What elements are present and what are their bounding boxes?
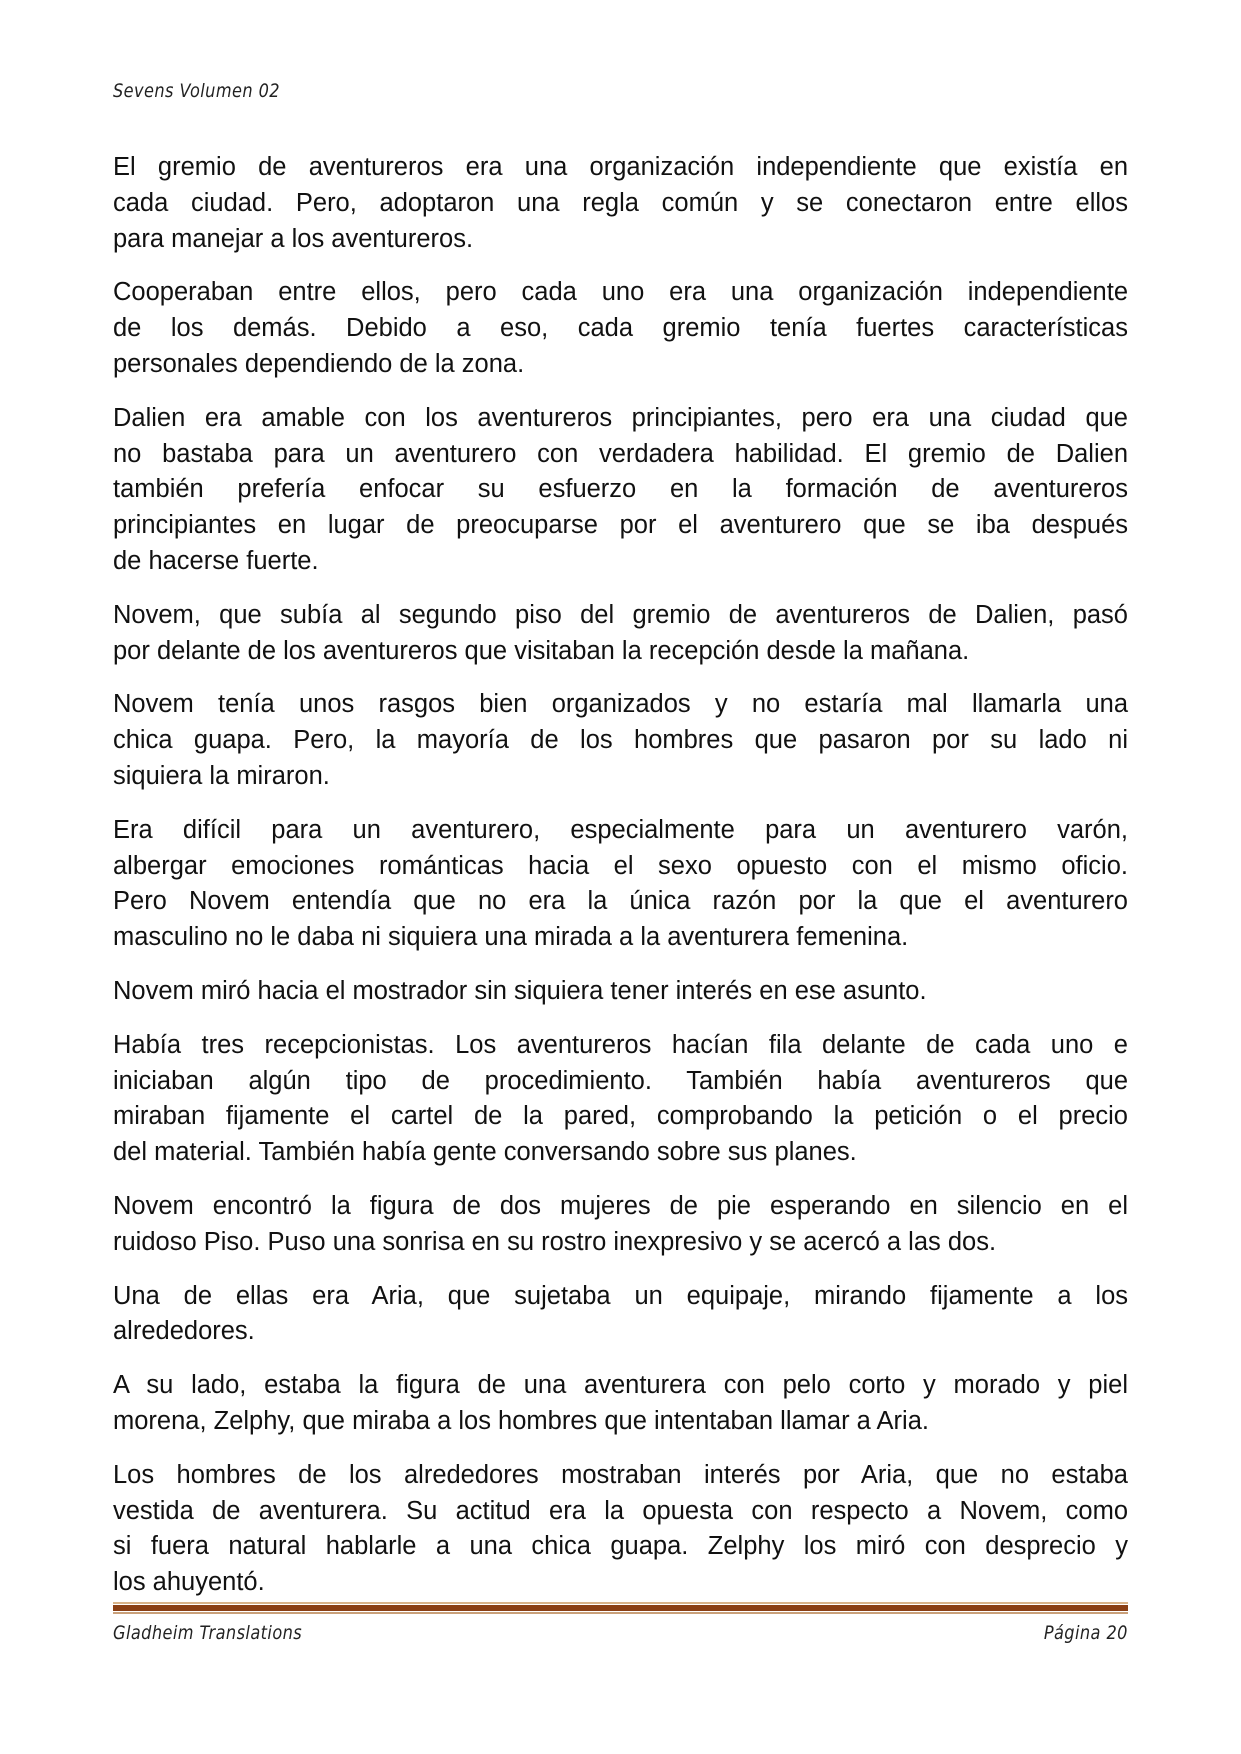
text-line: Era difícil para un aventurero, especialmente para un aventurero varón, xyxy=(113,815,1128,844)
rule-thin-top xyxy=(113,1602,1128,1604)
running-header: Sevens Volumen 02 xyxy=(113,80,280,102)
text-line: vestida de aventurera. Su actitud era la opuesta con respecto a Novem, como xyxy=(113,1496,1128,1525)
paragraph xyxy=(113,1279,1128,1351)
text-line: iniciaban algún tipo de procedimiento. También había aventureros que xyxy=(113,1066,1128,1095)
paragraph xyxy=(113,401,1128,580)
text-line: no bastaba para un aventurero con verdadera habilidad. El gremio de Dalien xyxy=(113,439,1128,468)
paragraph xyxy=(113,687,1128,794)
text-line: alrededores. xyxy=(113,1317,255,1346)
text-line: cada ciudad. Pero, adoptaron una regla común y se conectaron entre ellos xyxy=(113,188,1128,217)
footer-rule xyxy=(113,1602,1128,1614)
paragraph xyxy=(113,1028,1128,1171)
text-line: ruidoso Piso. Puso una sonrisa en su rostro inexpresivo y se acercó a las dos. xyxy=(113,1227,997,1256)
text-line: albergar emociones románticas hacia el sexo opuesto con el mismo oficio. xyxy=(113,851,1128,880)
text-line: si fuera natural hablarle a una chica guapa. Zelphy los miró con desprecio y xyxy=(113,1532,1128,1561)
text-line: de los demás. Debido a eso, cada gremio tenía fuertes características xyxy=(113,314,1128,343)
text-line: también prefería enfocar su esfuerzo en la formación de aventureros xyxy=(113,475,1128,504)
page-number: Página 20 xyxy=(1043,1622,1128,1644)
text-line: A su lado, estaba la figura de una aventurera con pelo corto y morado y piel xyxy=(113,1371,1128,1400)
text-line: por delante de los aventureros que visitaban la recepción desde la mañana. xyxy=(113,636,970,665)
paragraph xyxy=(113,1458,1128,1601)
text-line: Había tres recepcionistas. Los aventureros hacían fila delante de cada uno e xyxy=(113,1030,1128,1059)
paragraph xyxy=(113,598,1128,670)
text-line: morena, Zelphy, que miraba a los hombres que intentaban llamar a Aria. xyxy=(113,1406,929,1435)
text-line: chica guapa. Pero, la mayoría de los hombres que pasaron por su lado ni xyxy=(113,726,1128,755)
paragraph xyxy=(113,1189,1128,1261)
rule-thin-bottom xyxy=(113,1612,1128,1614)
text-line: Los hombres de los alrededores mostraban interés por Aria, que no estaba xyxy=(113,1460,1128,1489)
paragraph xyxy=(113,1368,1128,1440)
text-line: miraban fijamente el cartel de la pared, comprobando la petición o el precio xyxy=(113,1102,1128,1131)
text-line: Una de ellas era Aria, que sujetaba un equipaje, mirando fijamente a los xyxy=(113,1281,1128,1310)
text-line: Novem miró hacia el mostrador sin siquiera tener interés en ese asunto. xyxy=(113,976,927,1005)
text-line: los ahuyentó. xyxy=(113,1568,265,1597)
text-line: Novem encontró la figura de dos mujeres de pie esperando en silencio en el xyxy=(113,1191,1128,1220)
text-line: Dalien era amable con los aventureros principiantes, pero era una ciudad que xyxy=(113,403,1128,432)
footer-publisher: Gladheim Translations xyxy=(113,1622,303,1644)
text-line: del material. También había gente conversando sobre sus planes. xyxy=(113,1138,857,1167)
text-line: para manejar a los aventureros. xyxy=(113,224,474,253)
text-line: Cooperaban entre ellos, pero cada uno era una organización independiente xyxy=(113,278,1128,307)
paragraph xyxy=(113,275,1128,382)
rule-thick xyxy=(113,1605,1128,1611)
text-line: Novem, que subía al segundo piso del gremio de aventureros de Dalien, pasó xyxy=(113,600,1128,629)
paragraph xyxy=(113,813,1128,956)
body-text xyxy=(113,150,1128,1619)
text-line: principiantes en lugar de preocuparse por el aventurero que se iba después xyxy=(113,511,1128,540)
text-line: masculino no le daba ni siquiera una mirada a la aventurera femenina. xyxy=(113,923,909,952)
text-line: El gremio de aventureros era una organización independiente que existía en xyxy=(113,153,1128,181)
text-line: personales dependiendo de la zona. xyxy=(113,349,525,378)
text-line: Novem tenía unos rasgos bien organizados y no estaría mal llamarla una xyxy=(113,690,1128,719)
text-line: Pero Novem entendía que no era la única razón por la que el aventurero xyxy=(113,887,1128,916)
text-line: siquiera la miraron. xyxy=(113,761,330,790)
text-line: de hacerse fuerte. xyxy=(113,546,319,575)
paragraph xyxy=(113,150,1128,257)
paragraph xyxy=(113,974,1128,1010)
